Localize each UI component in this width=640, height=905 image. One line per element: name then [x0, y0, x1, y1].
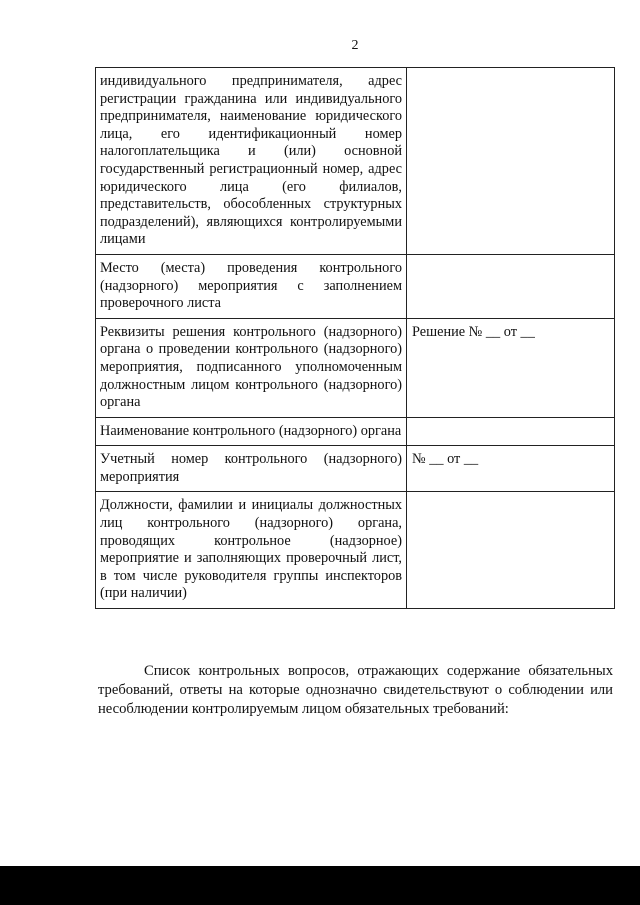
row-value: № __ от __ [407, 446, 615, 492]
table-row [96, 417, 615, 446]
row-value: Решение № __ от __ [407, 318, 615, 417]
row-label: индивидуального предпринимателя, адрес регистрации гражданина или индивидуального предпринимателя, наименование юридического лица, его идентификационный номер налогоплательщика и (или) основной государственный регистрационный номер, адрес юридического лица (его филиалов, представительств, обособленных структурных подразделений), являющихся контролируемыми лицами [96, 68, 407, 255]
page-number: 2 [351, 38, 359, 53]
table-row [96, 254, 615, 318]
row-value [407, 492, 615, 609]
row-label: Место (места) проведения контрольного (надзорного) мероприятия с заполнением проверочного листа [96, 254, 407, 318]
checklist-intro-paragraph: Список контрольных вопросов, отражающих содержание обязательных требований, ответы на которые однозначно свидетельствуют о соблюдении или несоблюдении контролируемым лицом обязательных требований: [98, 663, 613, 717]
row-label: Учетный номер контрольного (надзорного) мероприятия [96, 446, 407, 492]
table-row [96, 446, 615, 492]
table-row [96, 68, 615, 255]
row-label: Должности, фамилии и инициалы должностных лиц контрольного (надзорного) органа, проводящих контрольное (надзорное) мероприятие и заполняющих проверочный лист, в том числе руководителя группы инспекторов (при наличии) [96, 492, 407, 609]
row-label: Реквизиты решения контрольного (надзорного) органа о проведении контрольного (надзорного) мероприятия, подписанного уполномоченным должностным лицом контрольного (надзорного) органа [96, 318, 407, 417]
row-label: Наименование контрольного (надзорного) органа [96, 417, 407, 446]
row-value [407, 254, 615, 318]
row-value [407, 417, 615, 446]
table-row [96, 492, 615, 609]
inspection-info-table [95, 67, 615, 609]
scan-border [0, 866, 640, 905]
table-row [96, 318, 615, 417]
row-value [407, 68, 615, 255]
